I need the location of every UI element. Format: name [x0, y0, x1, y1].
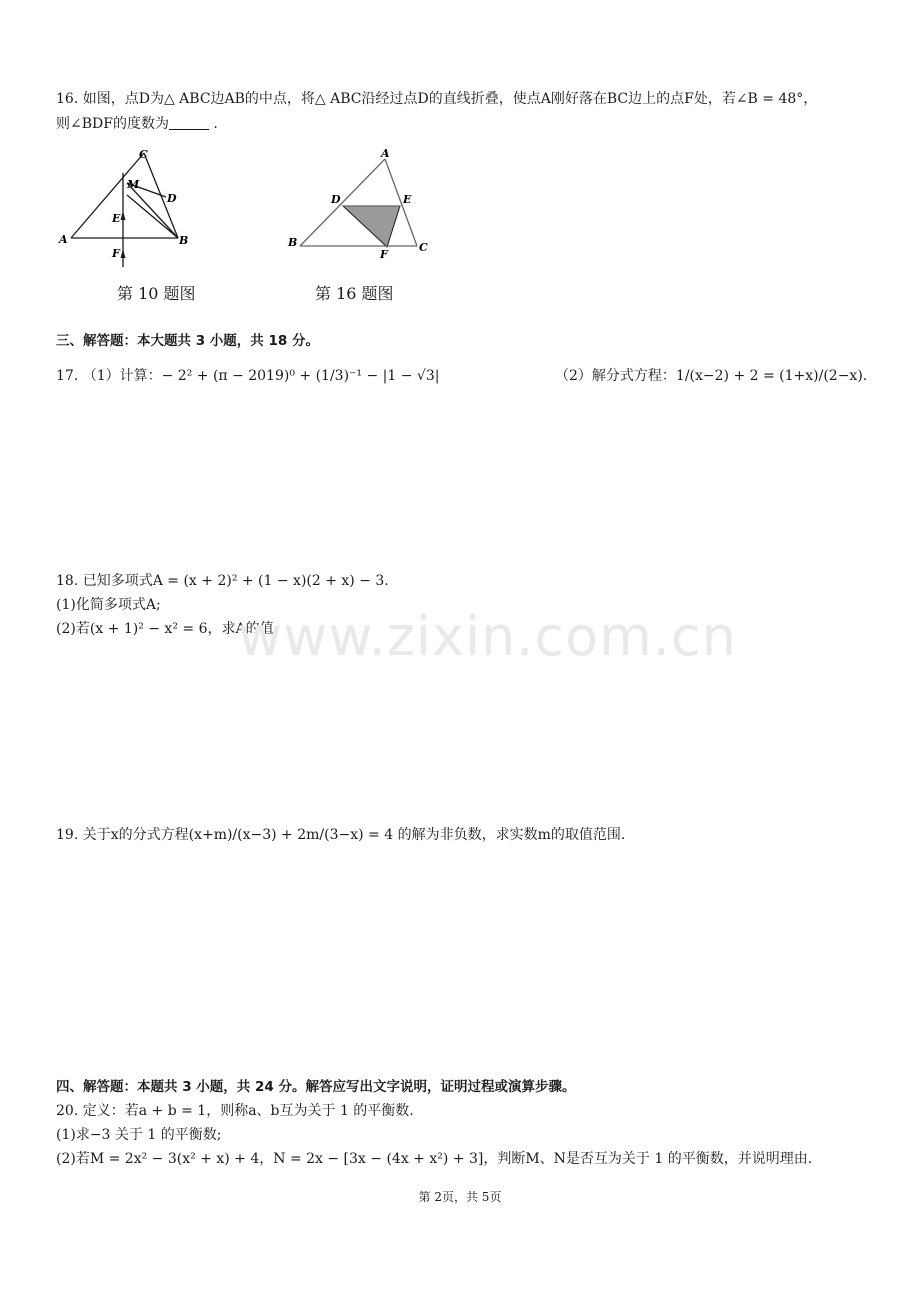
fig16-label-f: F: [380, 248, 388, 261]
fig10-label-c: C: [139, 148, 148, 161]
page-footer: 第 2页，共 5页: [418, 1190, 502, 1204]
fig16-label-c: C: [419, 241, 428, 254]
figure-16: [285, 145, 435, 265]
q20-line3: (2)若M = 2x² − 3(x² + x) + 4，N = 2x − [3x − (4x + x²) + 3]，判断M、N是否互为关于 1 的平衡数，并说明理由.: [56, 1151, 813, 1167]
figure-10: [56, 145, 206, 270]
q19-line1: 19. 关于x的分式方程(x+m)/(x−3) + 2m/(3−x) = 4 的解为非负数，求实数m的取值范围.: [56, 827, 626, 843]
figure-16-caption: 第 16 题图: [315, 284, 394, 303]
fig16-label-b: B: [288, 236, 298, 249]
q18-line1: 18. 已知多项式A = (x + 2)² + (1 − x)(2 + x) − 3.: [56, 573, 389, 589]
q17-part2: （2）解分式方程：1/(x−2) + 2 = (1+x)/(2−x).: [555, 368, 868, 384]
watermark: www.zixin.com.cn: [238, 605, 737, 668]
fig16-label-e: E: [403, 193, 412, 206]
q16-line2-text: 则∠BDF的度数为: [56, 116, 169, 132]
answer-blank: [169, 115, 209, 130]
fig10-label-f: F: [112, 247, 120, 260]
q16-line2: [56, 114, 218, 134]
q20-line1: 20. 定义：若a + b = 1，则称a、b互为关于 1 的平衡数.: [56, 1103, 414, 1119]
fig10-label-m: M: [127, 178, 140, 191]
q18-line3: (2)若(x + 1)² − x² = 6，求A的值.: [56, 621, 279, 637]
fig10-label-a: A: [59, 233, 68, 246]
fig10-label-b: B: [179, 234, 189, 247]
figure-10-caption: 第 10 题图: [117, 284, 196, 303]
section-3-heading: 三、解答题：本大题共 3 小题，共 18 分。: [56, 333, 319, 349]
q16-line1: 16. 如图，点D为△ ABC边AB的中点，将△ ABC沿经过点D的直线折叠，使点A刚好落在BC边上的点F处，若∠B = 48°，: [56, 91, 818, 107]
section-4-heading: 四、解答题：本题共 3 小题，共 24 分。解答应写出文字说明，证明过程或演算步骤。: [56, 1079, 576, 1095]
q18-line2: (1)化简多项式A;: [56, 597, 161, 613]
q16-line2-end: .: [208, 116, 218, 132]
q20-line2: (1)求−3 关于 1 的平衡数;: [56, 1127, 222, 1143]
fig10-label-d: D: [167, 192, 177, 205]
q17-part1: 17. （1）计算：− 2² + (π − 2019)⁰ + (1/3)⁻¹ − |1 − √3|: [56, 368, 440, 384]
fig16-label-d: D: [331, 193, 341, 206]
fig16-label-a: A: [381, 147, 390, 160]
fig10-label-e: E: [112, 212, 121, 225]
